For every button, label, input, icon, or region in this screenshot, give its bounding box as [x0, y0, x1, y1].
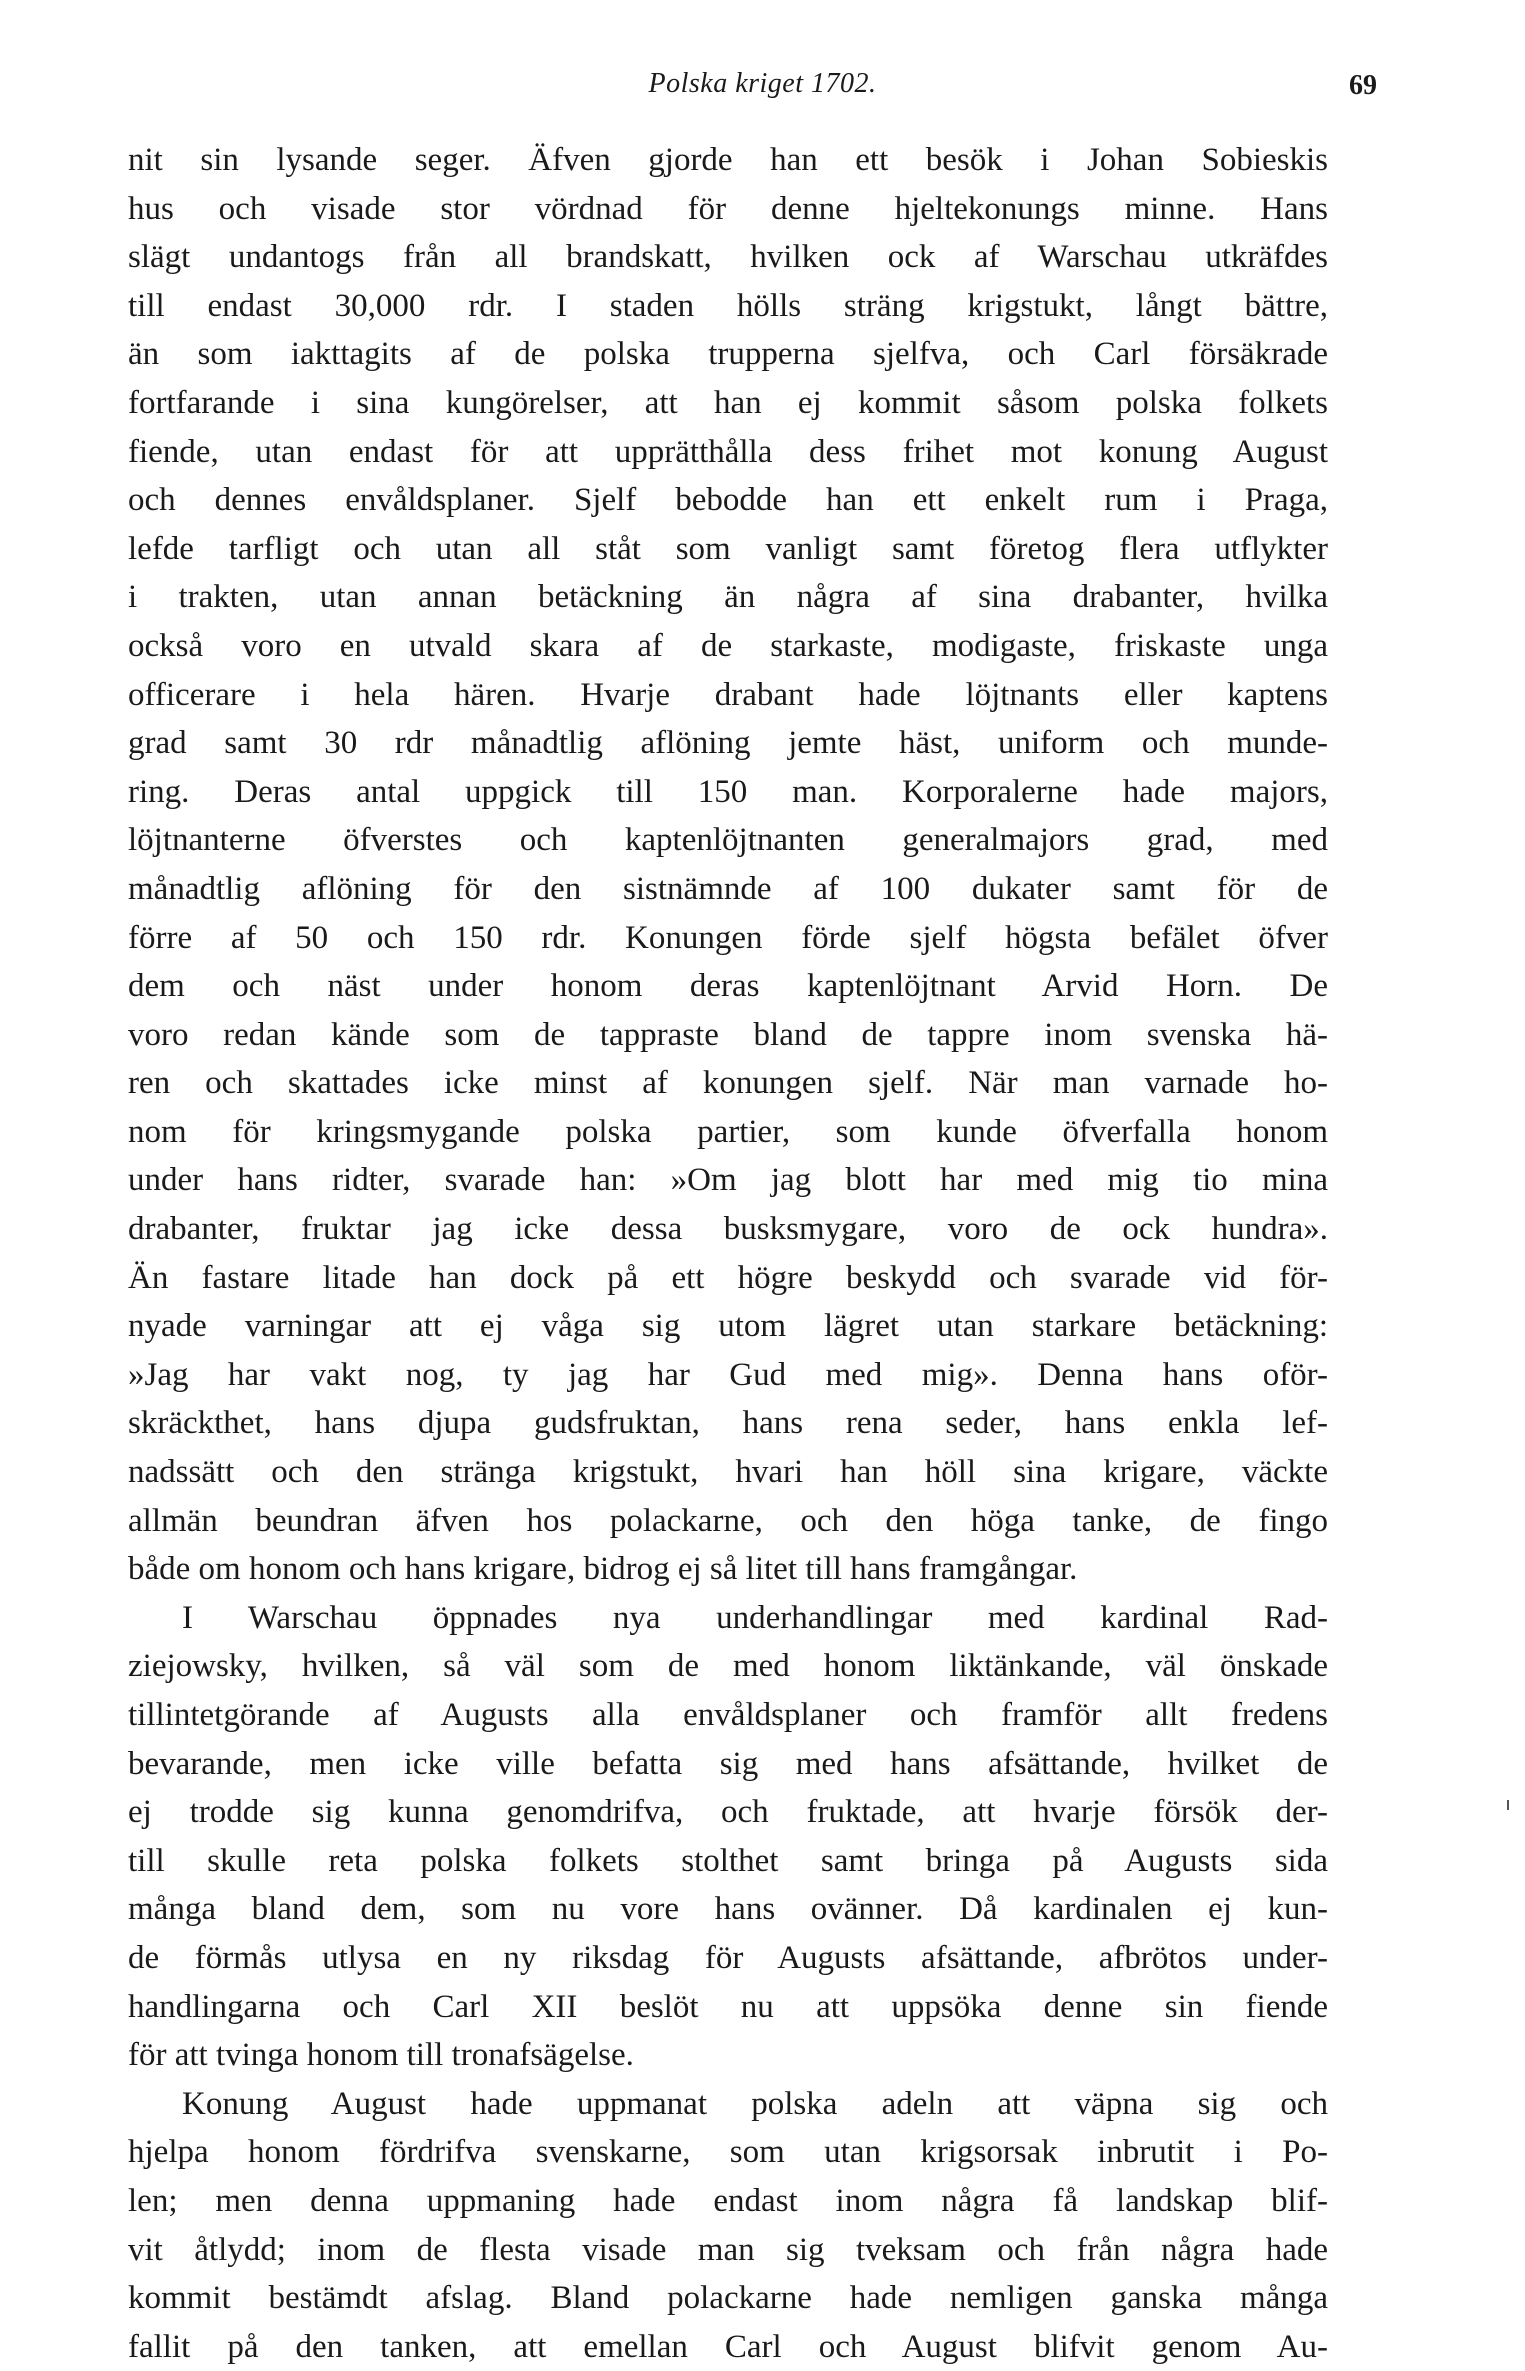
body-text [128, 136, 1328, 2371]
text-line: allmän beundran äfven hos polackarne, och den höga tanke, de fingo [128, 1502, 1328, 1539]
text-line: dem och näst under honom deras kaptenlöjtnant Arvid Horn. De [128, 968, 1328, 1005]
text-line: i trakten, utan annan betäckning än några af sina drabanter, hvilka [128, 579, 1328, 616]
paragraph-end-line: både om honom och hans krigare, bidrog ej så litet till hans framgångar. [128, 1551, 1078, 1588]
text-line: skräckthet, hans djupa gudsfruktan, hans rena seder, hans enkla lef- [128, 1405, 1328, 1442]
text-line: vit åtlydd; inom de flesta visade man sig tveksam och från några hade [128, 2231, 1328, 2268]
text-line: ren och skattades icke minst af konungen sjelf. När man varnade ho- [128, 1065, 1328, 1102]
text-line: nom för kringsmygande polska partier, som kunde öfverfalla honom [128, 1113, 1328, 1150]
text-line: tillintetgörande af Augusts alla envåldsplaner och framför allt fredens [128, 1697, 1328, 1733]
text-line: nyade varningar att ej våga sig utom lägret utan starkare betäckning: [128, 1308, 1328, 1345]
text-line: förre af 50 och 150 rdr. Konungen förde sjelf högsta befälet öfver [128, 919, 1328, 956]
running-head [148, 68, 1377, 118]
text-line: »Jag har vakt nog, ty jag har Gud med mig». Denna hans oför- [128, 1356, 1328, 1393]
text-line: officerare i hela hären. Hvarje drabant hade löjtnants eller kaptens [128, 676, 1328, 713]
text-line: fallit på den tanken, att emellan Carl och August blifvit genom Au- [128, 2328, 1328, 2365]
text-line: än som iakttagits af de polska trupperna sjelfva, och Carl försäkrade [128, 336, 1328, 373]
text-line: grad samt 30 rdr månadtlig aflöning jemte häst, uniform och munde- [128, 725, 1328, 762]
text-line: nadssätt och den stränga krigstukt, hvari han höll sina krigare, väckte [128, 1454, 1328, 1491]
text-line: många bland dem, som nu vore hans ovänner. Då kardinalen ej kun- [128, 1891, 1328, 1928]
text-line: voro redan kände som de tappraste bland de tappre inom svenska hä- [128, 1016, 1328, 1053]
page-number: 69 [1349, 70, 1377, 101]
paragraph-start-line: I Warschau öppnades nya underhandlingar med kardinal Rad- [182, 1599, 1328, 1636]
text-line: Än fastare litade han dock på ett högre beskydd och svarade vid för- [128, 1259, 1328, 1296]
text-line: de förmås utlysa en ny riksdag för Augusts afsättande, afbrötos under- [128, 1939, 1328, 1976]
text-line: också voro en utvald skara af de starkaste, modigaste, friskaste unga [128, 627, 1328, 664]
text-line: ej trodde sig kunna genomdrifva, och fruktade, att hvarje försök der- [128, 1794, 1328, 1831]
text-line: månadtlig aflöning för den sistnämnde af 100 dukater samt för de [128, 870, 1328, 907]
text-line: bevarande, men icke ville befatta sig med hans afsättande, hvilket de [128, 1745, 1328, 1782]
text-line: fiende, utan endast för att upprätthålla dess frihet mot konung August [128, 433, 1328, 470]
running-title: Polska kriget 1702. [648, 68, 877, 99]
text-line: till endast 30,000 rdr. I staden hölls sträng krigstukt, långt bättre, [128, 287, 1328, 324]
text-line: drabanter, fruktar jag icke dessa busksmygare, voro de ock hundra». [128, 1211, 1328, 1248]
paragraph-start-line: Konung August hade uppmanat polska adeln att väpna sig och [182, 2085, 1328, 2122]
paragraph-end-line: för att tvinga honom till tronafsägelse. [128, 2037, 634, 2074]
text-line: löjtnanterne öfverstes och kaptenlöjtnanten generalmajors grad, med [128, 822, 1328, 859]
text-line: len; men denna uppmaning hade endast inom några få landskap blif- [128, 2182, 1328, 2219]
text-line: hjelpa honom fördrifva svenskarne, som utan krigsorsak inbrutit i Po- [128, 2134, 1328, 2171]
text-line: och dennes envåldsplaner. Sjelf bebodde han ett enkelt rum i Praga, [128, 482, 1328, 519]
text-line: ring. Deras antal uppgick till 150 man. Korporalerne hade majors, [128, 773, 1328, 810]
text-line: nit sin lysande seger. Äfven gjorde han ett besök i Johan Sobieskis [128, 142, 1328, 178]
text-line: hus och visade stor vördnad för denne hjeltekonungs minne. Hans [128, 190, 1328, 227]
text-line: ziejowsky, hvilken, så väl som de med honom liktänkande, väl önskade [128, 1648, 1328, 1685]
text-line: kommit bestämdt afslag. Bland polackarne hade nemligen ganska många [128, 2280, 1328, 2317]
text-line: handlingarna och Carl XII beslöt nu att uppsöka denne sin fiende [128, 1988, 1328, 2025]
text-line: lefde tarfligt och utan all ståt som vanligt samt företog flera utflykter [128, 530, 1328, 567]
text-line: till skulle reta polska folkets stolthet samt bringa på Augusts sida [128, 1842, 1328, 1879]
text-line: fortfarande i sina kungörelser, att han ej kommit såsom polska folkets [128, 384, 1328, 421]
text-line: slägt undantogs från all brandskatt, hvilken ock af Warschau utkräfdes [128, 239, 1328, 276]
margin-mark [1507, 1800, 1509, 1810]
text-line: under hans ridter, svarade han: »Om jag blott har med mig tio mina [128, 1162, 1328, 1199]
